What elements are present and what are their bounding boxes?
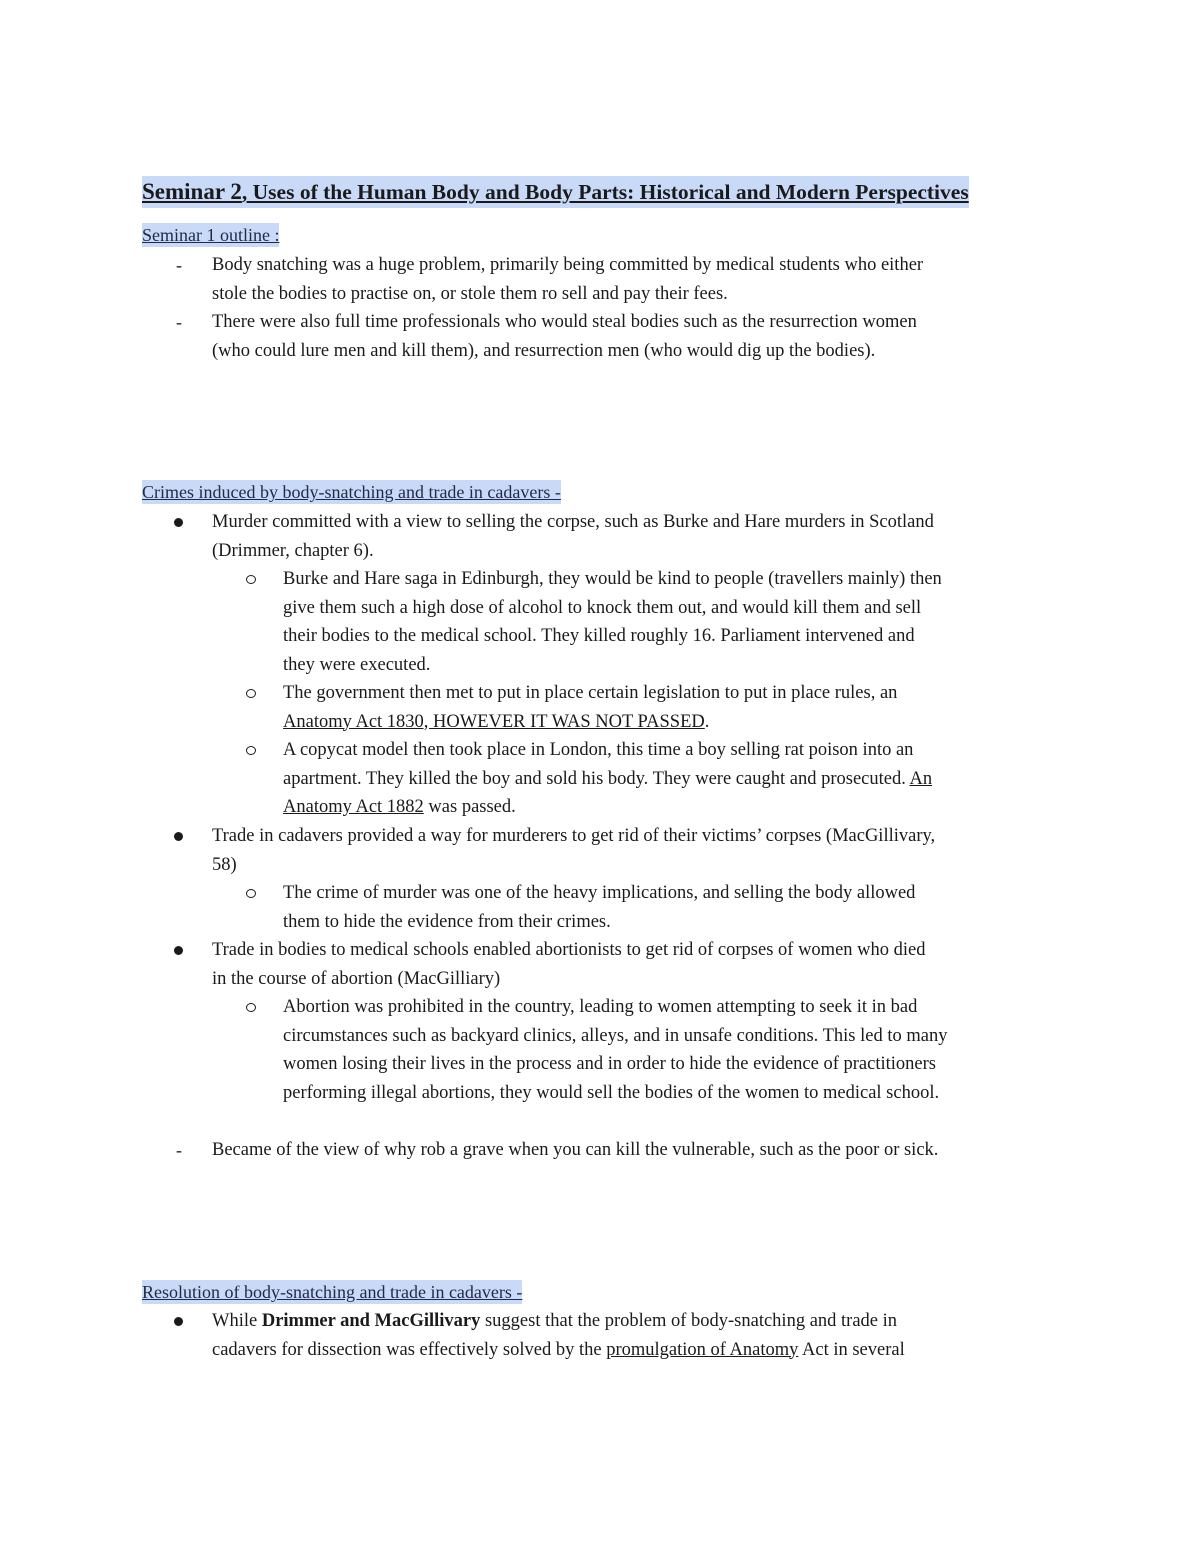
hollow-bullet-icon	[246, 746, 256, 755]
line: them to hide the evidence from their crimes.	[283, 911, 611, 932]
text: was passed.	[423, 797, 516, 817]
line: women losing their lives in the process and in order to hide the evidence of practitioners	[283, 1054, 936, 1074]
line	[212, 1336, 1072, 1365]
promulgation-link: promulgation of Anatomy	[606, 1339, 799, 1360]
line: (Drimmer, chapter 6).	[212, 540, 374, 561]
line: Trade in cadavers provided a way for murderers to get rid of their victims’ corpses (MacGillivary,	[212, 826, 936, 846]
line	[212, 1307, 1072, 1336]
title-rest: , Uses of the Human Body and Body Parts: Historical and Modern Perspectives	[241, 180, 969, 204]
page-title	[142, 176, 969, 208]
list-item	[212, 1307, 1072, 1364]
dash-marker: -	[176, 1140, 182, 1160]
sub-list-item	[283, 879, 1073, 936]
sub-list-item	[283, 565, 1073, 679]
hollow-bullet-icon	[246, 575, 256, 584]
bullet-icon	[174, 832, 183, 841]
crimes-heading: Crimes induced by body-snatching and trade in cadavers -	[142, 482, 561, 502]
bullet-icon	[174, 518, 183, 527]
list-item	[212, 936, 1072, 993]
anatomy-act-1830: Anatomy Act 1830, HOWEVER IT WAS NOT PASSED	[283, 711, 705, 732]
text: .	[704, 711, 710, 732]
anatomy-act-1882-start: An	[909, 768, 933, 789]
text: Act in several	[798, 1339, 905, 1360]
line: A copycat model then took place in London, this time a boy selling rat poison into an	[283, 740, 914, 760]
line: their bodies to the medical school. They killed roughly 16. Parliament intervened and	[283, 626, 915, 646]
line: stole the bodies to practise on, or stole them ro sell and pay their fees.	[212, 283, 728, 304]
line: give them such a high dose of alcohol to knock them out, and would kill them and sell	[283, 597, 922, 618]
dash-marker: -	[176, 255, 182, 275]
list-item: Became of the view of why rob a grave when you can kill the vulnerable, such as the poor or sick.	[212, 1140, 939, 1160]
list-item	[212, 508, 1072, 565]
list-item	[212, 251, 1072, 308]
seminar1-heading: Seminar 1 outline :	[142, 225, 280, 245]
text: cadavers for dissection was effectively solved by the	[212, 1339, 607, 1360]
line: The crime of murder was one of the heavy implications, and selling the body allowed	[283, 883, 916, 903]
line	[283, 793, 1073, 822]
line	[283, 765, 1073, 794]
dash-marker: -	[176, 312, 182, 332]
line: they were executed.	[283, 654, 431, 675]
list-item	[212, 308, 1072, 365]
line: Trade in bodies to medical schools enabled abortionists to get rid of corpses of women who died	[212, 940, 926, 960]
line: (who could lure men and kill them), and resurrection men (who would dig up the bodies).	[212, 340, 876, 361]
text: suggest that the problem of body-snatching and trade in	[480, 1311, 898, 1331]
sub-list-item	[283, 993, 1073, 1107]
text: apartment. They killed the boy and sold his body. They were caught and prosecuted.	[283, 768, 910, 789]
bullet-icon	[174, 1317, 183, 1326]
sub-list-item	[283, 736, 1073, 822]
line: There were also full time professionals who would steal bodies such as the resurrection women	[212, 312, 917, 332]
anatomy-act-1882: Anatomy Act 1882	[283, 797, 424, 817]
authors: Drimmer and MacGillivary	[261, 1311, 481, 1331]
bullet-icon	[174, 946, 183, 955]
line: Body snatching was a huge problem, primarily being committed by medical students who either	[212, 255, 924, 275]
resolution-heading: Resolution of body-snatching and trade in cadavers -	[142, 1282, 523, 1302]
hollow-bullet-icon	[246, 689, 256, 698]
line: performing illegal abortions, they would sell the bodies of the women to medical school.	[283, 1082, 940, 1103]
hollow-bullet-icon	[246, 1003, 256, 1012]
sub-list-item	[283, 679, 1073, 736]
line	[283, 708, 1073, 737]
line: Murder committed with a view to selling the corpse, such as Burke and Hare murders in Scotland	[212, 512, 934, 532]
title-lead: Seminar 2	[142, 179, 242, 204]
line: 58)	[212, 854, 237, 875]
line: Abortion was prohibited in the country, leading to women attempting to seek it in bad	[283, 997, 918, 1017]
line: circumstances such as backyard clinics, alleys, and in unsafe conditions. This led to many	[283, 1025, 948, 1046]
line: The government then met to put in place certain legislation to put in place rules, an	[283, 683, 898, 703]
list-item	[212, 822, 1072, 879]
text: While	[212, 1311, 262, 1331]
line: Burke and Hare saga in Edinburgh, they would be kind to people (travellers mainly) then	[283, 569, 942, 589]
hollow-bullet-icon	[246, 889, 256, 898]
line: in the course of abortion (MacGilliary)	[212, 968, 501, 989]
